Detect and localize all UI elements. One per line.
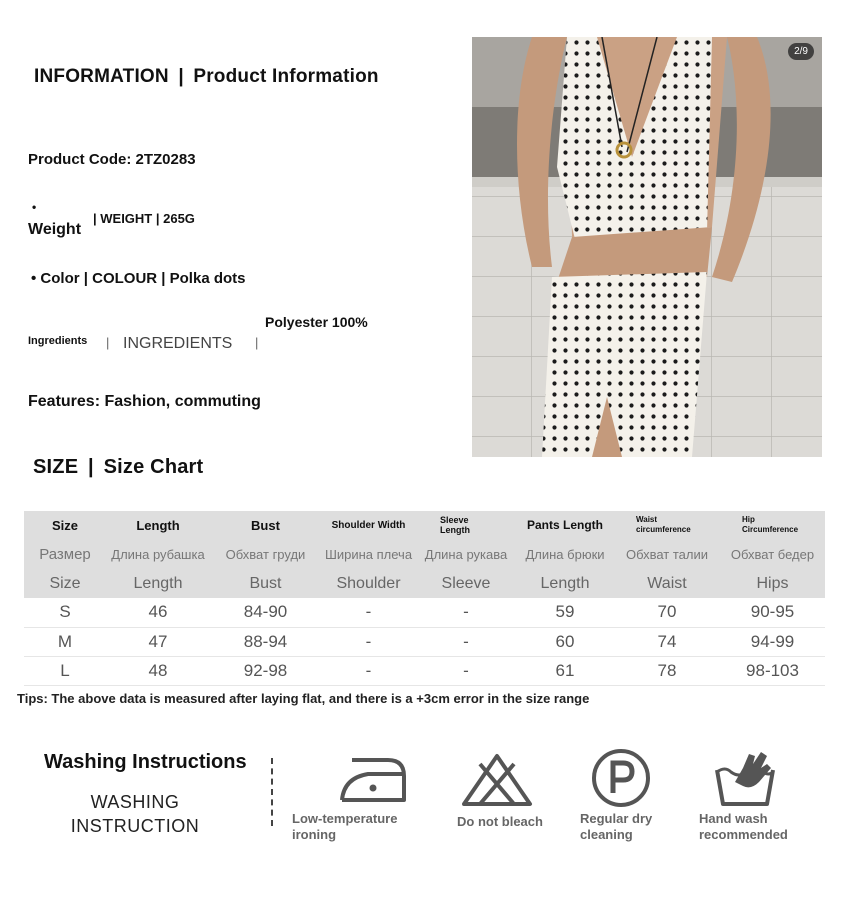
cell-bust: 84-90 <box>243 602 288 622</box>
tips-text: Tips: The above data is measured after laying flat, and there is a +3cm error in the size range <box>17 691 590 706</box>
washing-divider <box>271 758 273 826</box>
product-code: Product Code: 2TZ0283 <box>28 151 196 168</box>
ingredients-sep-2: | <box>255 335 259 350</box>
cell-hips: 98-103 <box>746 660 799 680</box>
information-title-left: INFORMATION <box>34 66 169 87</box>
cell-length: 46 <box>148 602 168 622</box>
cell-shoulder: - <box>365 631 372 651</box>
header-bust: Bust <box>251 517 280 533</box>
weight-value: | WEIGHT | 265G <box>93 211 195 226</box>
header-length: Length <box>136 517 180 533</box>
cell-waist: 74 <box>657 631 677 651</box>
header-short-shoulder: Shoulder <box>336 574 401 592</box>
size-chart-table <box>24 511 825 686</box>
cell-shoulder: - <box>365 660 372 680</box>
cell-pants-length: 59 <box>555 602 575 622</box>
ingredients-value: Polyester 100% <box>265 314 368 330</box>
header-ru-length: Длина рубашка <box>111 546 205 562</box>
weight-label: Weight <box>28 221 82 238</box>
color-line: • Color | COLOUR | Polka dots <box>31 270 246 287</box>
cell-length: 47 <box>148 631 168 651</box>
cell-waist: 70 <box>657 602 677 622</box>
cell-length: 48 <box>148 660 168 680</box>
cell-pants-length: 60 <box>555 631 575 651</box>
ingredients-sep-1: | <box>106 335 110 350</box>
header-short-length: Length <box>133 574 183 592</box>
image-page-indicator[interactable]: 2/9 <box>788 43 814 60</box>
size-chart-title-right: Size Chart <box>103 456 204 478</box>
header-ru-hips: Обхват бедер <box>730 546 815 562</box>
header-ru-bust: Обхват груди <box>225 546 306 562</box>
iron-label: Low-temperature ironing <box>292 811 398 842</box>
header-short-sleeve: Sleeve <box>441 574 491 592</box>
size-chart-header-ru <box>24 539 825 569</box>
cell-size: M <box>57 631 73 651</box>
hand-wash-icon <box>713 748 777 808</box>
cell-bust: 92-98 <box>243 660 288 680</box>
header-ru-sleeve: Длина рукава <box>424 546 508 562</box>
features-line: Features: Fashion, commuting <box>28 393 261 410</box>
cell-hips: 90-95 <box>750 602 795 622</box>
header-waist-circumference: Waist circumference <box>636 515 691 534</box>
cell-hips: 94-99 <box>750 631 795 651</box>
size-chart-header-short <box>24 569 825 598</box>
ingredients-label: Ingredients <box>28 335 88 347</box>
header-size: Size <box>51 517 78 533</box>
cell-pants-length: 61 <box>555 660 575 680</box>
header-short-waist: Waist <box>647 574 687 592</box>
cell-sleeve: - <box>463 660 469 680</box>
cell-waist: 78 <box>657 660 677 680</box>
cell-sleeve: - <box>463 631 469 651</box>
header-ru-shoulder: Ширина плеча <box>324 546 413 562</box>
header-short-size: Size <box>49 574 81 592</box>
washing-subtitle-line1: WASHING <box>90 792 180 812</box>
header-short-bust: Bust <box>249 574 282 592</box>
washing-title: Washing Instructions <box>44 751 247 773</box>
washing-subtitle <box>50 790 220 838</box>
header-short-hips: Hips <box>756 574 789 592</box>
washing-subtitle-line2: INSTRUCTION <box>70 816 200 836</box>
model-illustration <box>472 37 822 457</box>
cell-size: S <box>59 602 71 622</box>
header-sleeve-length: Sleeve Length <box>440 515 470 535</box>
cell-shoulder: - <box>365 602 372 622</box>
cell-sleeve: - <box>463 602 469 622</box>
size-chart-title: SIZE | Size Chart <box>33 456 204 478</box>
iron-icon <box>338 754 408 806</box>
size-chart-header-en <box>24 511 825 539</box>
cell-size: L <box>60 660 70 680</box>
ingredients-caps: INGREDIENTS <box>123 335 233 352</box>
no-bleach-icon <box>458 750 536 808</box>
header-ru-waist: Обхват талии <box>625 546 709 562</box>
table-row <box>24 627 825 656</box>
weight-bullet: • <box>32 200 37 214</box>
header-shoulder-width: Shoulder Width <box>331 519 406 531</box>
table-row <box>24 656 825 685</box>
product-photo <box>472 37 822 457</box>
size-chart-title-left: SIZE <box>33 456 79 478</box>
information-title-right: Product Information <box>193 66 379 87</box>
header-ru-size: Размер <box>39 545 91 563</box>
dry-clean-label: Regular dry cleaning <box>580 811 653 842</box>
hand-wash-label: Hand wash recommended <box>699 811 788 842</box>
dry-clean-icon <box>590 747 652 809</box>
header-hip-circumference: Hip Circumference <box>742 515 799 534</box>
no-bleach-label: Do not bleach <box>457 814 543 829</box>
information-title: INFORMATION | Product Information <box>34 66 379 87</box>
header-pants-length: Pants Length <box>526 518 603 532</box>
table-row <box>24 598 825 627</box>
header-ru-pants: Длина брюки <box>525 546 605 562</box>
cell-bust: 88-94 <box>243 631 288 651</box>
header-short-pants-length: Length <box>540 574 590 592</box>
